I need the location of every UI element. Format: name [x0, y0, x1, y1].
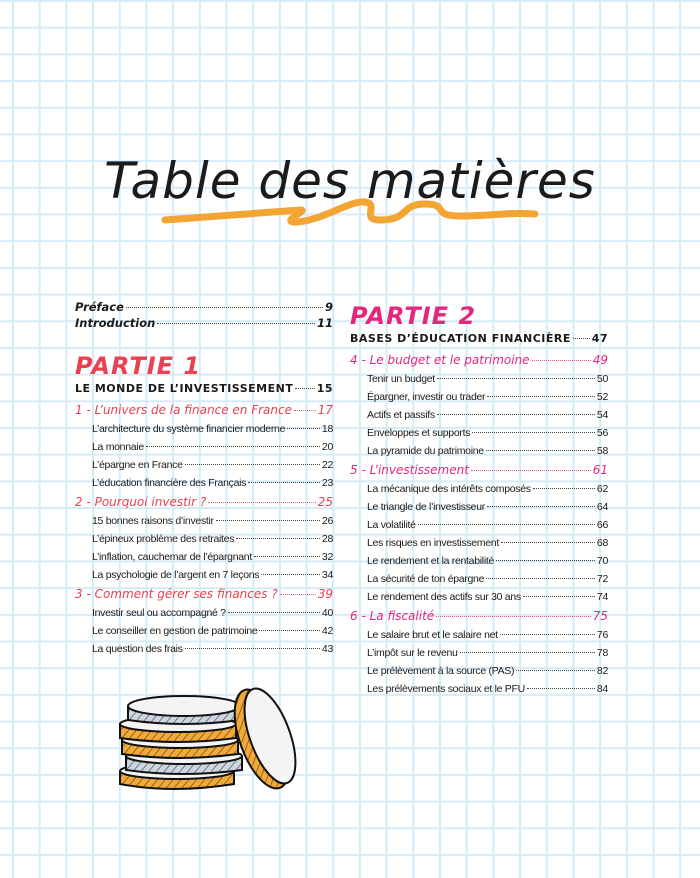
dot-leader: [523, 596, 595, 597]
page-number: 56: [596, 427, 608, 439]
page-number: 50: [596, 373, 608, 385]
entry-title: Les prélèvements sociaux et le PFU: [367, 683, 525, 695]
entry-title: Le triangle de l’investisseur: [367, 501, 485, 513]
toc-entry[interactable]: [75, 551, 333, 569]
toc-entry[interactable]: [350, 373, 608, 391]
dot-leader: [185, 648, 320, 649]
page-number: 43: [321, 643, 333, 655]
page-number: 40: [321, 607, 333, 619]
entry-title: Le salaire brut et le salaire net: [367, 629, 498, 641]
front-matter-entry[interactable]: [75, 316, 333, 332]
entry-title: 3 - Comment gérer ses finances ?: [75, 587, 278, 601]
entry-title: La monnaie: [92, 441, 144, 453]
page-number: 11: [316, 316, 333, 330]
dot-leader: [501, 542, 595, 543]
entry-title: Le conseiller en gestion de patrimoine: [92, 625, 258, 637]
entry-title: La psychologie de l’argent en 7 leçons: [92, 569, 260, 581]
toc-entry[interactable]: [75, 533, 333, 551]
entry-title: 6 - La fiscalité: [350, 609, 435, 623]
entry-title: Le rendement des actifs sur 30 ans: [367, 591, 521, 603]
dot-leader: [437, 414, 595, 415]
toc-entry[interactable]: [350, 591, 608, 609]
coins-stack-illustration: [112, 684, 307, 794]
dot-leader: [460, 652, 595, 653]
entry-title: L’impôt sur le revenu: [367, 647, 458, 659]
dot-leader: [259, 630, 319, 631]
dot-leader: [146, 446, 320, 447]
entry-title: Tenir un budget: [367, 373, 435, 385]
entry-title: L’épineux problème des retraites: [92, 533, 235, 545]
dot-leader: [516, 670, 595, 671]
dot-leader: [294, 410, 316, 411]
chapter-entry[interactable]: [350, 609, 608, 629]
chapter-entry[interactable]: [350, 353, 608, 373]
dot-leader: [500, 634, 595, 635]
toc-entry[interactable]: [350, 483, 608, 501]
toc-entry[interactable]: [75, 477, 333, 495]
entry-title: L’inflation, cauchemar de l’épargnant: [92, 551, 252, 563]
dot-leader: [287, 428, 320, 429]
toc-entry[interactable]: [75, 607, 333, 625]
dot-leader: [573, 338, 590, 339]
section-entry[interactable]: [75, 382, 333, 403]
toc-entry[interactable]: [75, 643, 333, 661]
toc-entry[interactable]: [350, 537, 608, 555]
page-number: 64: [596, 501, 608, 513]
dot-leader: [496, 560, 595, 561]
toc-entry[interactable]: [350, 647, 608, 665]
page-number: 25: [317, 495, 333, 509]
entry-title: LE MONDE DE L’INVESTISSEMENT: [75, 382, 294, 395]
dot-leader: [472, 432, 595, 433]
entry-title: Enveloppes et supports: [367, 427, 471, 439]
entry-title: 15 bonnes raisons d’investir: [92, 515, 214, 527]
dot-leader: [236, 538, 320, 539]
chapter-entry[interactable]: [75, 403, 333, 423]
entry-title: Le rendement et la rentabilité: [367, 555, 495, 567]
toc-column-right: [350, 302, 608, 701]
toc-entry[interactable]: [350, 409, 608, 427]
dot-leader: [471, 470, 591, 471]
page-number: 58: [596, 445, 608, 457]
dot-leader: [418, 524, 595, 525]
dot-leader: [280, 594, 316, 595]
dot-leader: [157, 323, 315, 324]
entry-title: Actifs et passifs: [367, 409, 435, 421]
dot-leader: [486, 578, 595, 579]
page-number: 42: [321, 625, 333, 637]
section-entry[interactable]: [350, 332, 608, 353]
toc-column-left: [75, 300, 333, 661]
entry-title: La volatilité: [367, 519, 416, 531]
dot-leader: [436, 616, 591, 617]
entry-title: Les risques en investissement: [367, 537, 499, 549]
chapter-entry[interactable]: [75, 587, 333, 607]
toc-entry[interactable]: [350, 427, 608, 445]
page-number: 22: [321, 459, 333, 471]
dot-leader: [487, 396, 595, 397]
page-number: 9: [324, 300, 333, 314]
entry-title: 2 - Pourquoi investir ?: [75, 495, 207, 509]
dot-leader: [216, 520, 320, 521]
toc-entry[interactable]: [350, 501, 608, 519]
entry-title: BASES D’ÉDUCATION FINANCIÈRE: [350, 332, 571, 345]
page-number: 52: [596, 391, 608, 403]
toc-entry[interactable]: [350, 573, 608, 591]
dot-leader: [487, 506, 595, 507]
part-heading: PARTIE 1: [75, 352, 202, 380]
page-number: 18: [321, 423, 333, 435]
dot-leader: [486, 450, 595, 451]
dot-leader: [228, 612, 320, 613]
dot-leader: [126, 307, 323, 308]
part-heading: PARTIE 2: [350, 302, 477, 330]
entry-title: La mécanique des intérêts composés: [367, 483, 531, 495]
entry-title: L’architecture du système financier moderne: [92, 423, 286, 435]
toc-entry[interactable]: [75, 459, 333, 477]
toc-entry[interactable]: [350, 665, 608, 683]
page-number: 23: [321, 477, 333, 489]
toc-entry[interactable]: [75, 625, 333, 643]
toc-entry[interactable]: [350, 391, 608, 409]
dot-leader: [295, 388, 314, 389]
toc-entry[interactable]: [350, 555, 608, 573]
dot-leader: [533, 488, 595, 489]
page-number: 61: [592, 463, 608, 477]
toc-entry[interactable]: [75, 569, 333, 587]
dot-leader: [527, 688, 595, 689]
page-number: 76: [596, 629, 608, 641]
dot-leader: [185, 464, 320, 465]
page-title: Table des matières: [104, 151, 596, 210]
squiggle-underline-decoration: [160, 192, 540, 232]
page-number: 72: [596, 573, 608, 585]
toc-entry[interactable]: [75, 423, 333, 441]
entry-title: Introduction: [75, 316, 156, 330]
page-number: 78: [596, 647, 608, 659]
toc-entry[interactable]: [350, 629, 608, 647]
entry-title: La pyramide du patrimoine: [367, 445, 484, 457]
page-number: 39: [317, 587, 333, 601]
toc-entry[interactable]: [75, 441, 333, 459]
entry-title: La question des frais: [92, 643, 183, 655]
entry-title: Épargner, investir ou trader: [367, 391, 486, 403]
page-number: 20: [321, 441, 333, 453]
toc-entry[interactable]: [350, 683, 608, 701]
page-number: 17: [317, 403, 333, 417]
dot-leader: [208, 502, 315, 503]
entry-title: Le prélèvement à la source (PAS): [367, 665, 515, 677]
toc-entry[interactable]: [75, 515, 333, 533]
front-matter-entry[interactable]: [75, 300, 333, 316]
entry-title: L’épargne en France: [92, 459, 183, 471]
dot-leader: [254, 556, 320, 557]
entry-title: 4 - Le budget et le patrimoine: [350, 353, 530, 367]
dot-leader: [261, 574, 320, 575]
page-number: 28: [321, 533, 333, 545]
chapter-entry[interactable]: [350, 463, 608, 483]
page-number: 62: [596, 483, 608, 495]
page-number: 34: [321, 569, 333, 581]
dot-leader: [248, 482, 320, 483]
dot-leader: [437, 378, 595, 379]
page-number: 47: [591, 332, 608, 345]
page-number: 70: [596, 555, 608, 567]
page-number: 15: [316, 382, 333, 395]
page-number: 32: [321, 551, 333, 563]
page-number: 68: [596, 537, 608, 549]
chapter-entry[interactable]: [75, 495, 333, 515]
page-number: 66: [596, 519, 608, 531]
toc-entry[interactable]: [350, 519, 608, 537]
entry-title: 1 - L’univers de la finance en France: [75, 403, 292, 417]
page-number: 84: [596, 683, 608, 695]
entry-title: 5 - L’investissement: [350, 463, 469, 477]
entry-title: La sécurité de ton épargne: [367, 573, 485, 585]
entry-title: Préface: [75, 300, 124, 314]
page-number: 26: [321, 515, 333, 527]
page-number: 54: [596, 409, 608, 421]
entry-title: L’éducation financière des Français: [92, 477, 247, 489]
entry-title: Investir seul ou accompagné ?: [92, 607, 226, 619]
dot-leader: [532, 360, 591, 361]
page-number: 49: [592, 353, 608, 367]
page-number: 75: [592, 609, 608, 623]
page-number: 82: [596, 665, 608, 677]
page-number: 74: [596, 591, 608, 603]
toc-entry[interactable]: [350, 445, 608, 463]
